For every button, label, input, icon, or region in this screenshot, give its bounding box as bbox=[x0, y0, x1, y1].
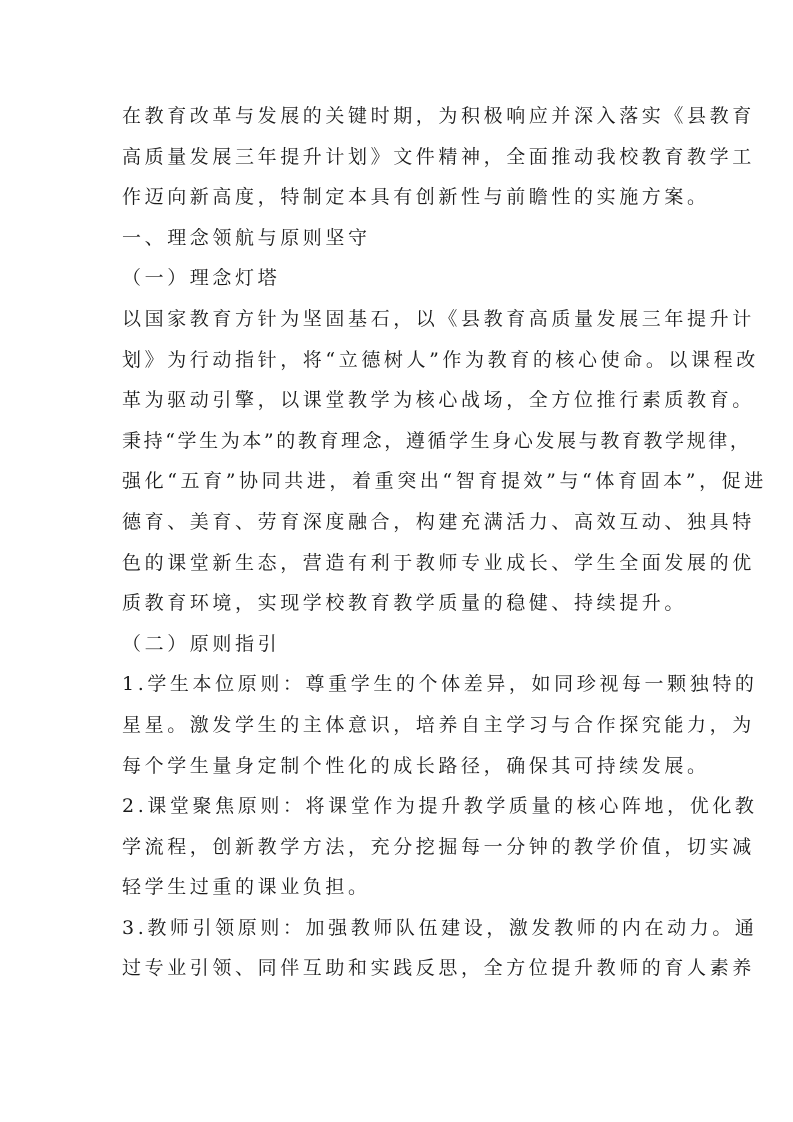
philosophy-paragraph bbox=[122, 304, 767, 629]
text-line: 划》为行动指针，将“立德树人”作为教育的核心使命。以课程改 bbox=[122, 348, 759, 371]
text-line: 轻学生过重的课业负担。 bbox=[122, 876, 371, 899]
text-line: 1.学生本位原则：尊重学生的个体差异，如同珍视每一颗独特的 bbox=[122, 673, 758, 696]
text-line: 作迈向新高度，特制定本具有创新性与前瞻性的实施方案。 bbox=[122, 186, 710, 209]
text-line: 秉持“学生为本”的教育理念，遵循学生身心发展与教育教学规律， bbox=[122, 429, 752, 452]
document-body bbox=[122, 101, 767, 994]
text-line: 强化“五育”协同共进，着重突出“智育提效”与“体育固本”，促进 bbox=[122, 470, 767, 493]
text-line: 高质量发展三年提升计划》文件精神，全面推动我校教育教学工 bbox=[122, 145, 755, 168]
text-line: 革为驱动引擎，以课堂教学为核心战场，全方位推行素质教育。 bbox=[122, 389, 755, 412]
subsection-heading: （二）原则指引 bbox=[122, 632, 281, 655]
text-line: 质教育环境，实现学校教育教学质量的稳健、持续提升。 bbox=[122, 592, 688, 615]
text-line: 以国家教育方针为坚固基石，以《县教育高质量发展三年提升计 bbox=[122, 307, 755, 330]
intro-paragraph bbox=[122, 101, 755, 223]
principle-teacher-leadership bbox=[122, 913, 758, 994]
text-line: 过专业引领、同伴互助和实践反思，全方位提升教师的育人素养 bbox=[122, 957, 755, 980]
text-line: 德育、美育、劳育深度融合，构建充满活力、高效互动、独具特 bbox=[122, 510, 755, 533]
text-line: 2.课堂聚焦原则：将课堂作为提升教学质量的核心阵地，优化教 bbox=[122, 795, 758, 818]
text-line: 在教育改革与发展的关键时期，为积极响应并深入落实《县教育 bbox=[122, 105, 755, 127]
subsection-heading: （一）理念灯塔 bbox=[122, 267, 281, 290]
text-line: 色的课堂新生态，营造有利于教师专业成长、学生全面发展的优 bbox=[122, 551, 755, 574]
principle-classroom-focus bbox=[122, 791, 758, 913]
text-line: 学流程，创新教学方法，充分挖掘每一分钟的教学价值，切实减 bbox=[122, 835, 755, 858]
text-line: 3.教师引领原则：加强教师队伍建设，激发教师的内在动力。通 bbox=[122, 916, 758, 939]
section-heading: 一、理念领航与原则坚守 bbox=[122, 226, 371, 249]
text-line: 星星。激发学生的主体意识，培养自主学习与合作探究能力，为 bbox=[122, 713, 755, 736]
text-line: 每个学生量身定制个性化的成长路径，确保其可持续发展。 bbox=[122, 754, 710, 777]
principle-student-centered bbox=[122, 669, 758, 791]
